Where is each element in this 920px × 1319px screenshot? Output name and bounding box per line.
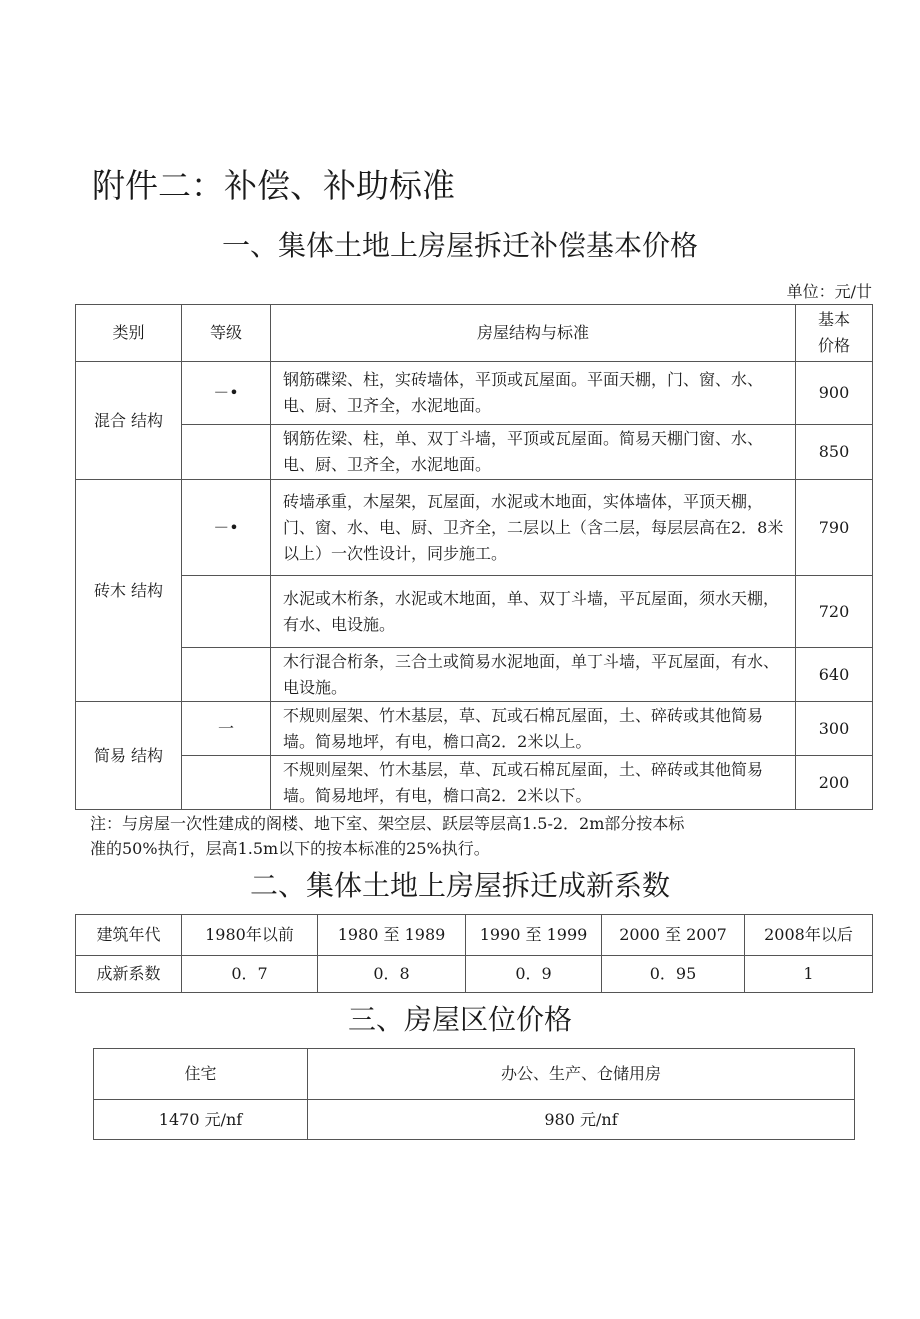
price-cell: 850 (796, 425, 873, 480)
price-cell: 720 (796, 576, 873, 648)
year-cell: 1980 至 1989 (318, 915, 466, 956)
price-cell: 200 (796, 756, 873, 810)
year-cell: 1980年以前 (182, 915, 318, 956)
price-cell: 640 (796, 648, 873, 702)
structure-cell: 木行混合桁条，三合土或简易水泥地面，单丁斗墙，平瓦屋面，有水、电设施。 (271, 648, 796, 702)
year-cell: 1990 至 1999 (466, 915, 602, 956)
structure-cell: 钢筋碟梁、柱，实砖墙体，平顶或瓦屋面。平面天棚，门、窗、水、电、厨、卫齐全，水泥地面。 (271, 362, 796, 425)
year-cell: 2000 至 2007 (602, 915, 745, 956)
grade-cell: －• (182, 362, 271, 425)
coefficient-row (76, 956, 873, 993)
category-cell: 简易 结构 (76, 702, 182, 810)
header-price-line2: 价格 (817, 336, 850, 355)
header-office-production-storage: 办公、生产、仓储用房 (308, 1049, 855, 1100)
grade-cell: 一 (182, 702, 271, 756)
price-cell: 790 (796, 480, 873, 576)
table-note (90, 811, 810, 861)
structure-cell: 水泥或木桁条，水泥或木地面，单、双丁斗墙，平瓦屋面，须水天棚，有水、电设施。 (271, 576, 796, 648)
office-production-storage-price: 980 元/nf (308, 1100, 855, 1140)
table-row (76, 425, 873, 480)
header-grade: 等级 (182, 305, 271, 362)
structure-cell: 不规则屋架、竹木基层，草、瓦或石棉瓦屋面，土、碎砖或其他简易墙。简易地坪，有电，檐口高2．2米以上。 (271, 702, 796, 756)
location-header-row (94, 1049, 855, 1100)
grade-cell: －• (182, 480, 271, 576)
header-price (796, 305, 873, 362)
table-row (76, 648, 873, 702)
depreciation-coefficient-table (75, 914, 873, 993)
coefficient-cell: 1 (745, 956, 873, 993)
grade-cell (182, 576, 271, 648)
page-title: 附件二：补偿、补助标准 (92, 166, 455, 205)
structure-cell: 不规则屋架、竹木基层，草、瓦或石棉瓦屋面，土、碎砖或其他简易墙。简易地坪，有电，檐口高2．2米以下。 (271, 756, 796, 810)
note-line-2: 准的50%执行，层高1.5m以下的按本标准的25%执行。 (90, 839, 490, 858)
location-value-row (94, 1100, 855, 1140)
grade-cell (182, 425, 271, 480)
price-cell: 300 (796, 702, 873, 756)
compensation-price-table (75, 304, 873, 810)
year-cell: 2008年以后 (745, 915, 873, 956)
category-cell: 砖木 结构 (76, 480, 182, 702)
table-row (76, 362, 873, 425)
table-row (76, 576, 873, 648)
category-cell: 混合 结构 (76, 362, 182, 480)
table-row (76, 756, 873, 810)
location-price-table (93, 1048, 855, 1140)
section2-heading: 二、集体土地上房屋拆迁成新系数 (249, 869, 670, 902)
coefficient-cell: 0．95 (602, 956, 745, 993)
section3-heading: 三、房屋区位价格 (347, 1003, 572, 1036)
coefficient-cell: 0．9 (466, 956, 602, 993)
year-row-label: 建筑年代 (76, 915, 182, 956)
structure-cell: 钢筋佐梁、柱，单、双丁斗墙，平顶或瓦屋面。简易天棚门窗、水、电、厨、卫齐全，水泥地面。 (271, 425, 796, 480)
coefficient-row-label: 成新系数 (76, 956, 182, 993)
header-residential: 住宅 (94, 1049, 308, 1100)
note-line-1: 注：与房屋一次性建成的阁楼、地下室、架空层、跃层等层高1.5-2．2m部分按本标 (90, 814, 685, 833)
grade-cell (182, 756, 271, 810)
section1-heading: 一、集体土地上房屋拆迁补偿基本价格 (221, 229, 698, 262)
price-cell: 900 (796, 362, 873, 425)
residential-price: 1470 元/nf (94, 1100, 308, 1140)
year-row (76, 915, 873, 956)
structure-cell: 砖墙承重，木屋架，瓦屋面，水泥或木地面，实体墙体，平顶天棚，门、窗、水、电、厨、卫齐全，二层以上（含二层，每层层高在2．8米以上）一次性设计，同步施工。 (271, 480, 796, 576)
grade-cell (182, 648, 271, 702)
table-header-row (76, 305, 873, 362)
coefficient-cell: 0．8 (318, 956, 466, 993)
header-price-line1: 基本 (817, 310, 850, 329)
unit-label: 单位：元/廿 (786, 282, 872, 301)
header-category: 类别 (76, 305, 182, 362)
coefficient-cell: 0．7 (182, 956, 318, 993)
table-row (76, 702, 873, 756)
table-row (76, 480, 873, 576)
header-structure: 房屋结构与标准 (271, 305, 796, 362)
